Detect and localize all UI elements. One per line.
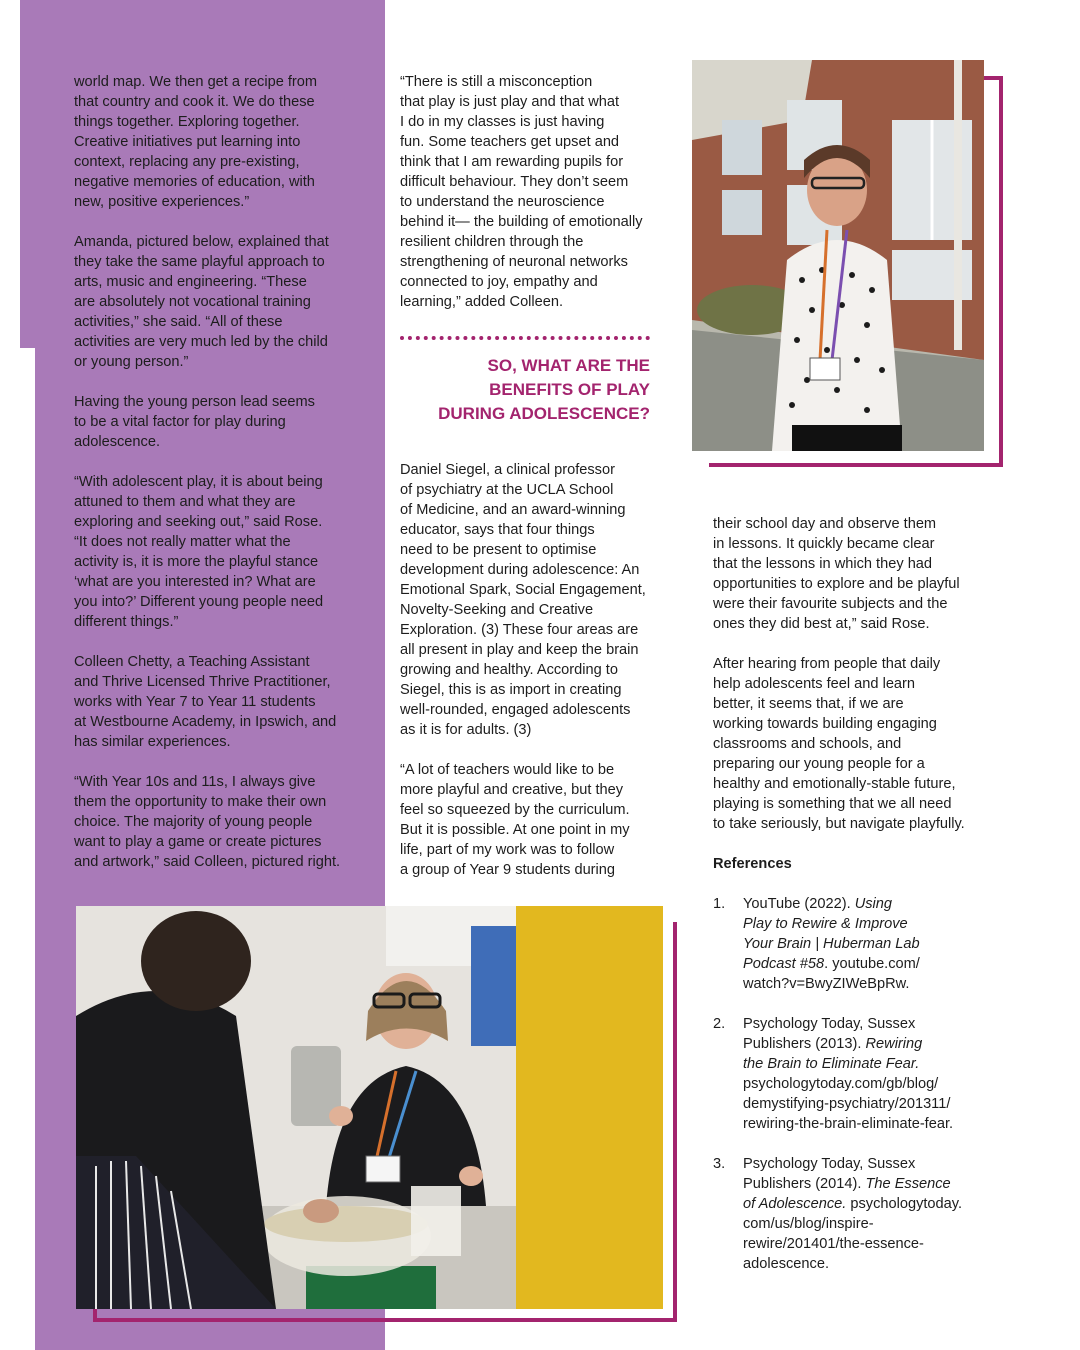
section-heading: SO, WHAT ARE THE BENEFITS OF PLAY DURING ADOLESCENCE? [438,356,650,423]
colleen-photo [692,60,984,451]
reference-source: YouTube (2022). [743,896,855,912]
paragraph: Daniel Siegel, a clinical professor of psychiatry at the UCLA School of Medicine, and an award-winning educator, says that four things need to be present to optimise development during adolescence: An Emotional Spark, Social Engagement, Novelty-Seeking and Creative Exploration. (3) These four areas are all present in play and keep the brain growing and healthy. According to Siegel, this is as import in creating well-rounded, engaged adolescents as it is for adults. (3) [400,462,646,738]
paragraph: “With Year 10s and 11s, I always give them the opportunity to make their own choice. The majority of young people want to play a game or create pictures and artwork,” said Colleen, pictured right. [74,774,341,870]
article-column-left [74,72,374,892]
paragraph: world map. We then get a recipe from that country and cook it. We do these things together. Exploring together. Creative initiatives put learning into context, replacing any pre-existing, negative memories of education, with new, positive experiences.” [74,74,318,210]
paragraph: “With adolescent play, it is about being attuned to them and what they are exploring and seeking out,” said Rose. “It does not really matter what the activity is, it is more the playful stance ‘what are you interested in? What are you into?’ Different young people need different things.” [74,474,324,630]
paragraph: After hearing from people that daily help adolescents feel and learn better, it seems that, if we are working towards building engaging classrooms and schools, and preparing our young people for a healthy and emotionally-stable future, playing is something that we all need to take seriously, but navigate playfully. [713,656,965,832]
reference-item [713,1154,993,1274]
amanda-photo [76,906,663,1309]
reference-number: 2. [713,1016,726,1032]
paragraph: “There is still a misconception that play is just play and that what I do in my classes is just having fun. Some teachers get upset and think that I am rewarding pupils for difficult behaviour. They don’t seem to understand the neuroscience behind it— the building of emotionally resilient children through the strengthening of neuronal networks connected to joy, empathy and learning,” added Colleen. [400,74,643,310]
reference-source: Psychology Today, Sussex Publishers (2013). [743,1016,916,1052]
reference-link: psychologytoday. com/us/blog/inspire- rewire/201401/the-essence- adolescence. [743,1196,963,1272]
reference-title: Using Play to Rewire & Improve Your Brain | Huberman Lab Podcast #58 [743,896,920,972]
paragraph: Amanda, pictured below, explained that they take the same playful approach to arts, music and engineering. “These are absolutely not vocational training activities,” she said. “All of these activities are very much led by the child or young person.” [74,234,329,370]
references-list [713,894,993,1274]
reference-item [713,894,993,994]
article-column-middle [400,72,680,900]
reference-title: The Essence of Adolescence. [743,1176,951,1212]
reference-item [713,1014,993,1134]
reference-title: Rewiring the Brain to Eliminate Fear. [743,1036,923,1072]
paragraph: Having the young person lead seems to be a vital factor for play during adolescence. [74,394,315,450]
reference-number: 1. [713,896,726,912]
references-heading: References [713,856,792,872]
reference-link: psychologytoday.com/gb/blog/ demystifying-psychiatry/201311/ rewiring-the-brain-eliminate-fear. [743,1076,954,1132]
paragraph: “A lot of teachers would like to be more playful and creative, but they feel so squeezed by the curriculum. But it is possible. At one point in my life, part of my work was to follow a group of Year 9 students during [400,762,630,878]
dotted-divider [400,336,650,340]
reference-number: 3. [713,1156,726,1172]
paragraph: their school day and observe them in lessons. It quickly became clear that the lessons in which they had opportunities to explore and be playful were their favourite subjects and the ones they did best at,” said Rose. [713,516,960,632]
reference-link: . youtube.com/ watch?v=BwyZIWeBpRw. [743,956,920,992]
article-column-right [713,514,993,1294]
paragraph: Colleen Chetty, a Teaching Assistant and Thrive Licensed Thrive Practitioner, works with Year 7 to Year 11 students at Westbourne Academy, in Ipswich, and has similar experiences. [74,654,337,750]
reference-source: Psychology Today, Sussex Publishers (2014). [743,1156,916,1192]
